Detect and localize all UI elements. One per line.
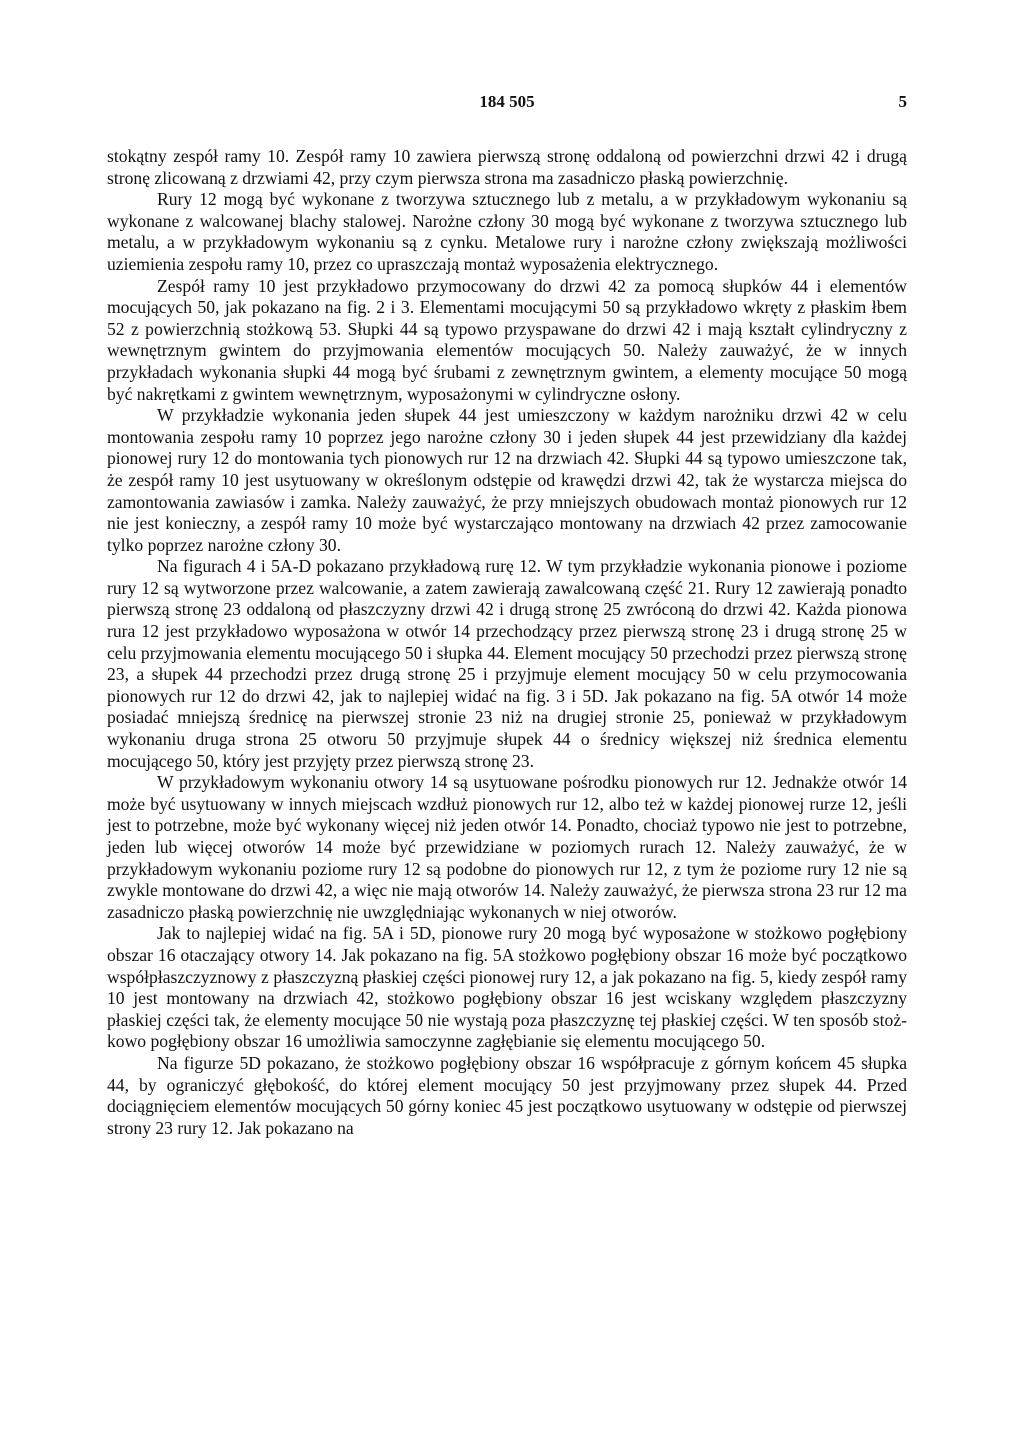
paragraph-2: Rury 12 mogą być wykonane z tworzywa sztucznego lub z metalu, a w przykładowym wykonaniu są wykonane z walcowanej blachy stalowej. Narożne człony 30 mogą być wykonane z tworzywa sztucznego lub metalu, a w przykładowym wykonaniu są z cynku. Metalowe rury i narożne człony zwiększają możliwości uziemienia zespołu ramy 10, przez co upraszczają montaż wyposażenia elektrycznego. xyxy=(107,189,907,274)
paragraph-4: W przykładzie wykonania jeden słupek 44 jest umieszczony w każdym narożniku drzwi 42 w celu montowania zespołu ramy 10 poprzez jego narożne człony 30 i jeden słupek 44 jest przewidziany dla każdej pionowej rury 12 do montowania tych pionowych rur 12 na drzwiach 42. Słupki 44 są typowo umieszczone tak, że zespół ramy 10 jest usytuowany w określonym odstępie od krawędzi drzwi 42, tak że wystarcza miejsca do zamontowania zawiasów i zamka. Należy zauważyć, że przy mniejszych obudowach montaż pionowych rur 12 nie jest konieczny, a zespół ramy 10 może być wystarczająco montowany na drzwiach 42 przez zamocowanie tylko poprzez narożne człony 30. xyxy=(107,405,907,555)
paragraph-5: Na figurach 4 i 5A-D pokazano przykładową rurę 12. W tym przykładzie wykonania pionowe i poziome rury 12 są wytworzone przez walcowanie, a zatem zawierają zawalcowaną część 21. Rury 12 zawierają ponadto pierwszą stronę 23 oddaloną od płaszczyzny drzwi 42 i drugą stronę 25 zwróconą do drzwi 42. Każda pionowa rura 12 jest przykładowo wyposażona w otwór 14 przechodzący przez pierwszą stronę 23 i drugą stronę 25 w celu przyjmowania elementu mocującego 50 i słupka 44. Element mocujący 50 przechodzi przez pierwszą stronę 23, a słupek 44 przechodzi przez drugą stronę 25 i przyjmuje element mocujący 50 w celu przymocowania pionowych rur 12 do drzwi 42, jak to najlepiej widać na fig. 3 i 5D. Jak pokazano na fig. 5A otwór 14 może posiadać mniejszą średnicę na pierwszej stronie 23 niż na drugiej stronie 25, ponieważ w przykładowym wykonaniu druga strona 25 otworu 50 przyjmuje słupek 44 o średnicy większej niż średnica elementu mocującego 50, który jest przyjęty przez pierwszą stronę 23. xyxy=(107,556,907,771)
paragraph-6: W przykładowym wykonaniu otwory 14 są usytuowane pośrodku pionowych rur 12. Jednakże otwór 14 może być usytuowany w innych miejscach wzdłuż pionowych rur 12, albo też w każdej pionowej rurze 12, jeśli jest to potrzebne, może być wykonany więcej niż jeden otwór 14. Ponadto, chociaż typowo nie jest to potrzebne, jeden lub więcej otworów 14 może być przewidziane w poziomych rurach 12. Należy zauważyć, że w przykładowym wykonaniu poziome rury 12 są podobne do pionowych rur 12, z tym że poziome rury 12 nie są zwykle montowane do drzwi 42, a więc nie mają otworów 14. Należy zauważyć, że pierwsza strona 23 rur 12 ma zasadniczo płaską powierzchnię nie uwzględniając wykonanych w niej otworów. xyxy=(107,772,907,922)
patent-number: 184 505 xyxy=(479,92,535,111)
page-header xyxy=(107,92,907,114)
document-body xyxy=(107,146,907,1139)
paragraph-8: Na figurze 5D pokazano, że stożkowo pogłębiony obszar 16 współpracuje z górnym końcem 45 słupka 44, by ograniczyć głębokość, do której element mocujący 50 jest przyjmowany przez słupek 44. Przed dociągnięciem elementów mocujących 50 górny koniec 45 jest początkowo usytuowany w odstępie od pierwszej strony 23 rury 12. Jak pokazano na xyxy=(107,1052,907,1138)
paragraph-7: Jak to najlepiej widać na fig. 5A i 5D, pionowe rury 20 mogą być wyposażone w stożkowo pogłębiony obszar 16 otaczający otwory 14. Jak pokazano na fig. 5A stożkowo pogłębiony obszar 16 może być początkowo współpłaszczyznowy z płaszczyzną płaskiej części pionowej rury 12, a jak pokazano na fig. 5, kiedy zespół ramy 10 jest montowany na drzwiach 42, stożkowo pogłębiony obszar 16 jest wciskany względem płaszczyzny płaskiej części tak, że elementy mocujące 50 nie wystają poza płaszczyznę tej płaskiej części. W ten sposób stożkowo pogłębiony obszar 16 umożliwia samoczynne zagłębianie się elementu mocującego 50. xyxy=(107,923,907,1052)
paragraph-1: stokątny zespół ramy 10. Zespół ramy 10 zawiera pierwszą stronę oddaloną od powierzchni drzwi 42 i drugą stronę zlicowaną z drzwiami 42, przy czym pierwsza strona ma zasadniczo płaską powierzchnię. xyxy=(107,146,907,188)
page-number: 5 xyxy=(898,92,907,111)
paragraph-3: Zespół ramy 10 jest przykładowo przymocowany do drzwi 42 za pomocą słupków 44 i elementów mocujących 50, jak pokazano na fig. 2 i 3. Elementami mocującymi 50 są przykładowo wkręty z płaskim łbem 52 z powierzchnią stożkową 53. Słupki 44 są typowo przyspawane do drzwi 42 i mają kształt cylindryczny z wewnętrznym gwintem do przyjmowania elementów mocujących 50. Należy zauważyć, że w innych przykładach wykonania słupki 44 mogą być śrubami z zewnętrznym gwintem, a elementy mocujące 50 mogą być nakrętkami z gwintem wewnętrznym, wyposażonymi w cylindryczne osłony. xyxy=(107,275,907,404)
